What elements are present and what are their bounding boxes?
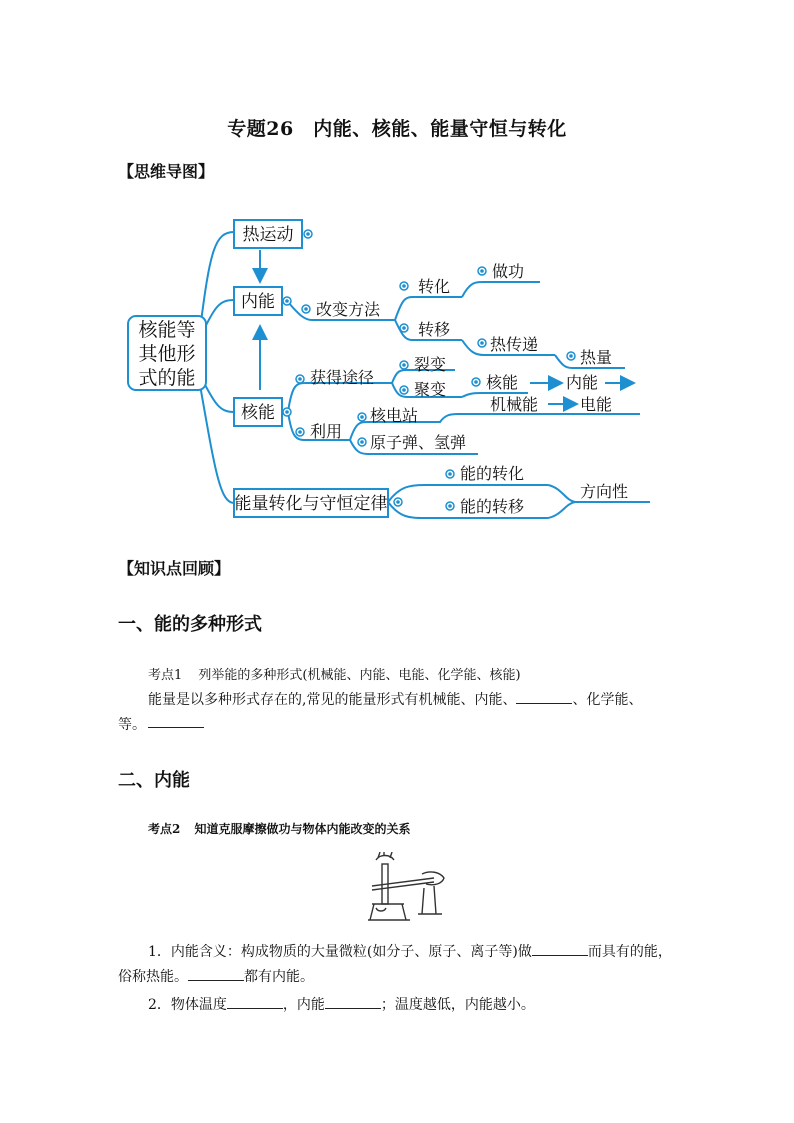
node-obtain-ways: 获得途径 [310,368,375,387]
root-line-3: 式的能 [138,367,196,389]
node-internal-out: 内能 [566,373,599,392]
page-title: 专题26 内能、核能、能量守恒与转化 [227,118,567,140]
item2-line [148,993,688,1017]
node-energy-transfer: 能的转移 [460,497,525,516]
point2-line [148,820,411,837]
section2-heading: 二、内能 [118,770,190,791]
blank-1 [516,689,572,704]
root-line-1: 核能等 [138,319,196,341]
blank-5 [227,994,283,1009]
blank-4 [188,966,244,981]
para-b: 、化学能、 [572,692,643,708]
blank-3 [532,941,588,956]
section1-paragraph [148,688,688,736]
node-change-methods: 改变方法 [316,300,381,319]
node-transfer: 转移 [418,320,451,339]
blank-6 [325,994,381,1009]
para-c: 等。 [118,717,146,733]
node-law: 能量转化与守恒定律 [234,494,388,514]
node-internal-energy: 内能 [241,292,275,312]
node-conversion: 转化 [418,277,451,296]
node-fusion: 聚变 [414,380,447,399]
mind-map [0,0,794,540]
item2-a: 2．物体温度 [148,997,227,1013]
node-nuclear: 核能 [241,403,275,423]
root-line-2: 其他形 [138,343,196,365]
node-electric: 电能 [580,395,613,414]
section1-heading: 一、能的多种形式 [118,614,262,635]
mindmap-header: 【思维导图】 [118,162,215,181]
point2-label: 考点2 [148,822,181,836]
node-bombs: 原子弹、氢弹 [370,433,467,452]
item2-b: ，内能 [282,997,325,1013]
item1-line1 [148,940,688,964]
point1-text: 列举能的多种形式(机械能、内能、电能、化学能、核能) [198,668,521,683]
friction-experiment-illustration [364,852,454,924]
item1-c: 俗称热能。 [118,969,188,985]
node-use: 利用 [310,422,343,441]
item1-d: 都有内能。 [244,969,314,985]
node-direction: 方向性 [580,482,629,501]
node-doing-work: 做功 [492,262,525,281]
point2-text: 知道克服摩擦做功与物体内能改变的关系 [194,822,411,836]
node-energy-conversion: 能的转化 [460,464,525,483]
item1-a: 1．内能含义：构成物质的大量微粒(如分子、原子、离子等)做 [148,944,532,960]
node-power-station: 核电站 [370,406,419,425]
item1-b: 而具有的能， [587,944,672,960]
node-nuclear-to: 核能 [486,373,519,392]
node-heat-transfer: 热传递 [490,335,539,354]
para-a: 能量是以多种形式存在的,常见的能量形式有机械能、内能、 [148,692,517,708]
node-thermal-motion: 热运动 [242,225,294,245]
blank-2 [148,713,204,728]
node-fission: 裂变 [414,355,447,374]
point1-label: 考点1 [148,668,183,683]
item1-line2 [118,965,678,989]
node-mechanical: 机械能 [490,395,539,414]
point1-line [148,664,521,683]
node-heat: 热量 [580,348,613,367]
review-header: 【知识点回顾】 [118,559,231,578]
item2-c: ；温度越低，内能越小。 [380,997,535,1013]
